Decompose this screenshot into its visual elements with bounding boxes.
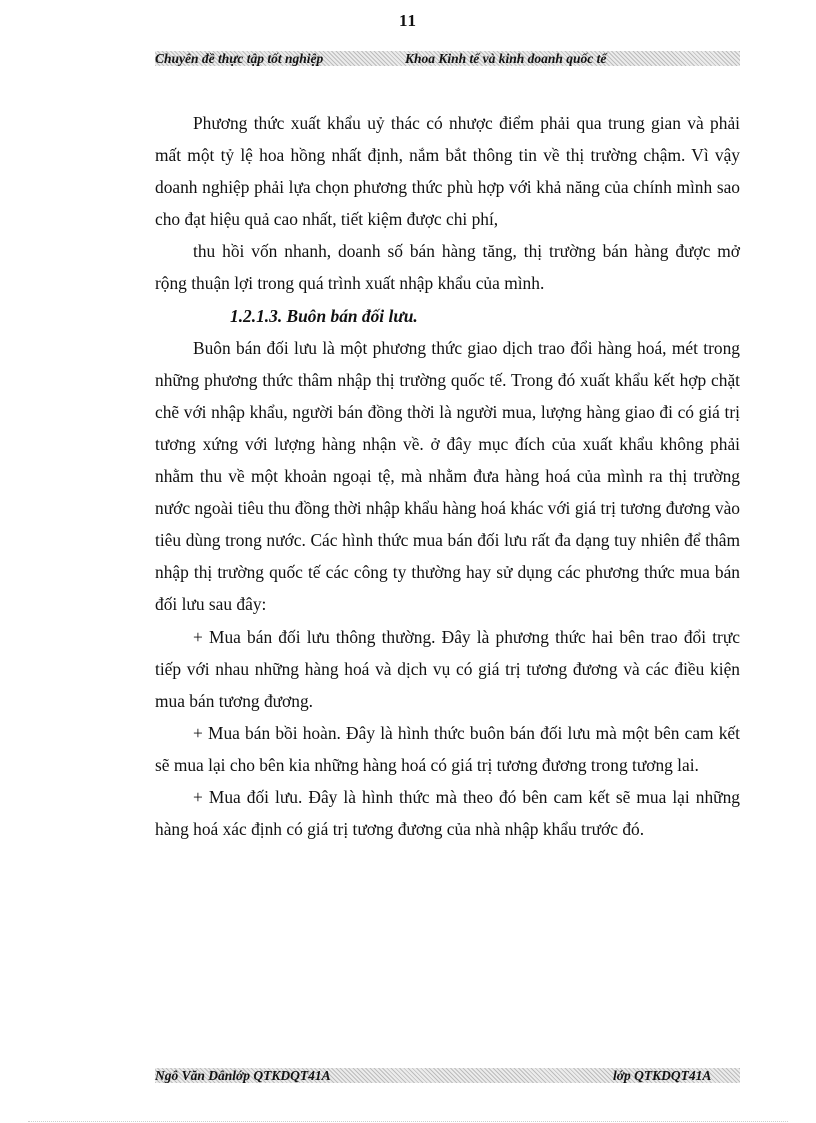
- document-body: [155, 107, 740, 845]
- page-footer: [155, 1068, 740, 1083]
- paragraph-4: + Mua bán đối lưu thông thường. Đây là phương thức hai bên trao đổi trực tiếp với nhau những hàng hoá và dịch vụ có giá trị tương đương và các điều kiện mua bán tương đương.: [155, 626, 740, 711]
- paragraph-5: + Mua bán bồi hoàn. Đây là hình thức buôn bán đối lưu mà một bên cam kết sẽ mua lại cho bên kia những hàng hoá có giá trị tương đương trong tương lai.: [155, 722, 740, 775]
- footer-left-text: Ngô Văn Dânlớp QTKDQT41A: [155, 1068, 331, 1083]
- page-number: 11: [398, 11, 418, 30]
- header-left-text: Chuyên đề thực tập tốt nghiệp: [155, 51, 324, 66]
- paragraph-3: Buôn bán đối lưu là một phương thức giao dịch trao đổi hàng hoá, mét trong những phương thức thâm nhập thị trường quốc tế. Trong đó xuất khẩu kết hợp chặt chẽ với nhập khẩu, người bán đồng thời là người mua, lượng hàng giao đi có giá trị tương xứng với lượng hàng nhận về. ở đây mục đích của xuất khẩu không phải nhằm thu về một khoản ngoại tệ, mà nhằm đưa hàng hoá của mình ra thị trường nước ngoài tiêu thu đồng thời nhập khẩu hàng hoá khác với giá trị tương đương vào tiêu dùng trong nước. Các hình thức mua bán đối lưu rất đa dạng tuy nhiên để thâm nhập thị trường quốc tế các công ty thường hay sử dụng các phương thức mua bán đối lưu sau đây:: [155, 337, 740, 615]
- section-heading: 1.2.1.3. Buôn bán đối lưu.: [230, 305, 418, 326]
- footer-right-text: lớp QTKDQT41A: [613, 1068, 712, 1083]
- header-right-text: Khoa Kinh tế và kinh doanh quốc tế: [405, 51, 607, 66]
- paragraph-1: Phương thức xuất khẩu uỷ thác có nhược điểm phải qua trung gian và phải mất một tỷ lệ hoa hồng nhất định, nắm bắt thông tin về thị trường chậm. Vì vậy doanh nghiệp phải lựa chọn phương thức phù hợp với khả năng của chính mình sao cho đạt hiệu quả cao nhất, tiết kiệm được chi phí,: [155, 113, 740, 230]
- paragraph-6: + Mua đối lưu. Đây là hình thức mà theo đó bên cam kết sẽ mua lại những hàng hoá xác định có giá trị tương đương của nhà nhập khẩu trước đó.: [155, 786, 740, 840]
- page-header: [155, 51, 740, 66]
- paragraph-2: thu hồi vốn nhanh, doanh số bán hàng tăng, thị trường bán hàng được mở rộng thuận lợi trong quá trình xuất nhập khẩu của mình.: [155, 241, 740, 294]
- page-bottom-divider: [28, 1121, 788, 1122]
